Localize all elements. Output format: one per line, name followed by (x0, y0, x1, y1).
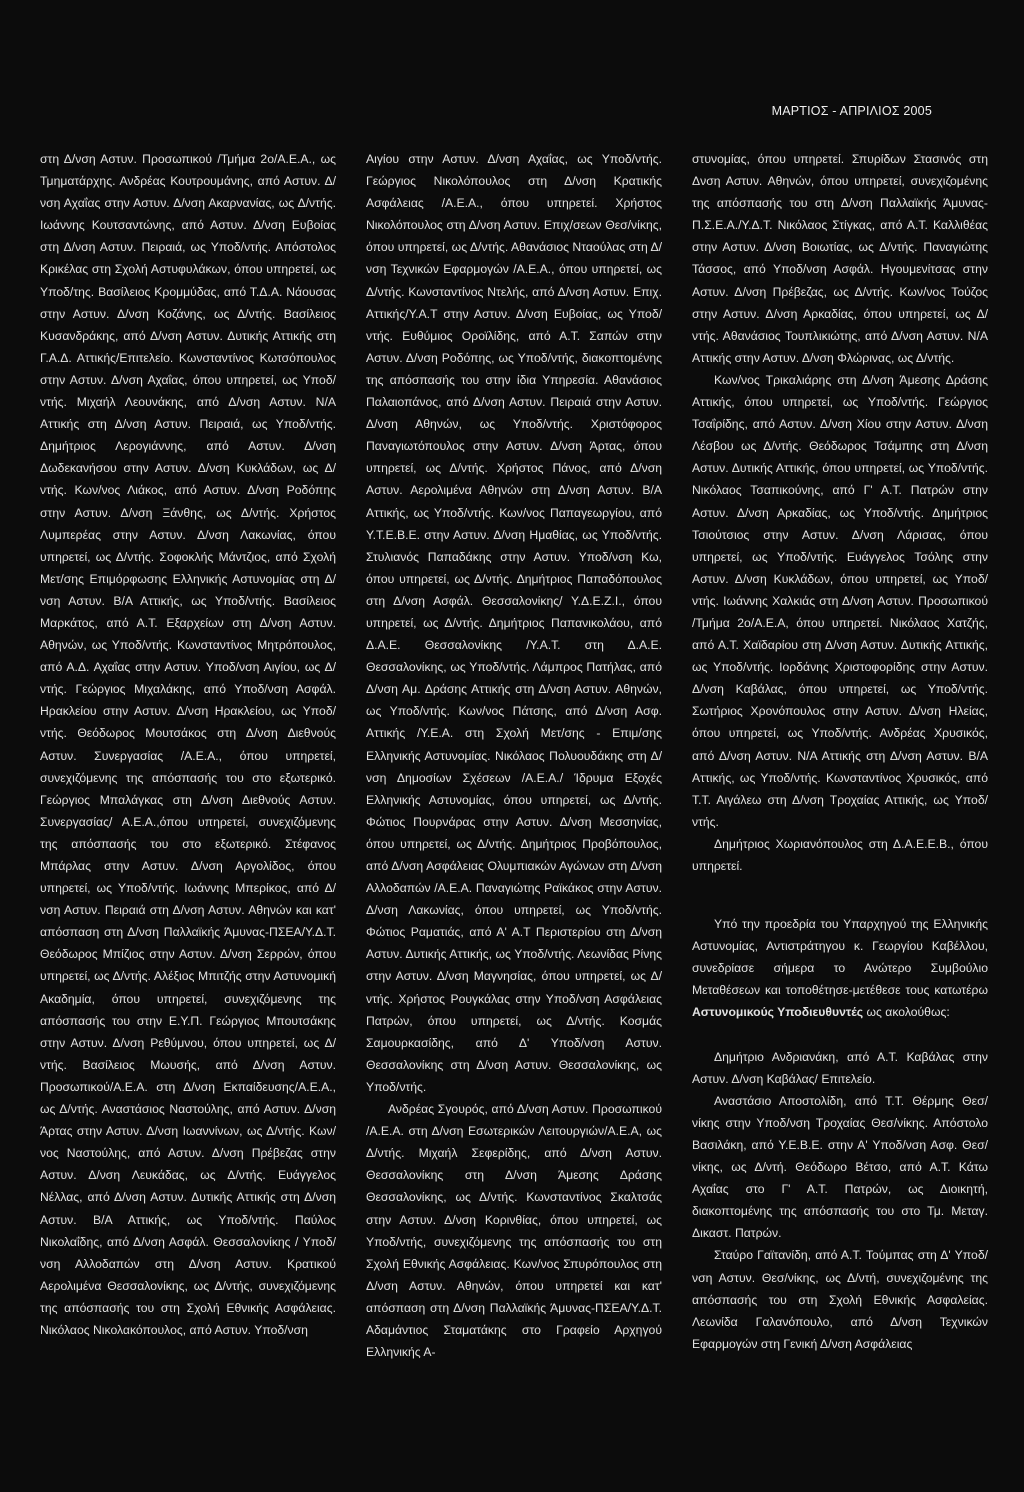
spacer (692, 877, 988, 913)
column-1 (40, 148, 336, 1363)
paragraph: Δημήτριος Χωριανόπουλος στη Δ.Α.Ε.Ε.Β., όπου υπηρετεί. (692, 836, 988, 873)
issue-header: ΜΑΡΤΙΟΣ - ΑΠΡΙΛΙΟΣ 2005 (771, 104, 932, 118)
spacer (692, 1024, 988, 1046)
paragraph: στη Δ/νση Αστυν. Προσωπικού /Τμήμα 2ο/Α.Ε.Α., ως Τμηματάρχης. Ανδρέας Κουτρουμάνης, από Αστυν. Δ/νση Αχαΐας στην Αστυν. Δ/νση Ακαρνανίας, ως Δ/ντής. Ιωάννης Κουτσαντώνης, από Αστυν. Δ/νση Ευβοίας στη Δ/νση Αστυν. Πειραιά, ως Υποδ/ντής. Απόστολος Κρικέλας στη Σχολή Αστυφυλάκων, όπου υπηρετεί, ως Υποδ/της. Βασίλειος Κρομμύδας, από Τ.Δ.Α. Νάουσας στην Αστυν. Δ/νση Κοζάνης, ως Δ/ντής. Βασίλειος Κυσανδράκης, από Δ/νση Αστυν. Δυτικής Αττικής στη Γ.Α.Δ. Αττικής/Επιτελείο. Κωνσταντίνος Κωτσόπουλος στην Αστυν. Δ/νση Αχαΐας, όπου υπηρετεί, ως Υποδ/ντής. Μιχαήλ Λεουνάκης, από Δ/νση Αστυν. Ν/Α Αττικής στη Δ/νση Αστυν. Πειραιά, ως Υποδ/ντής. Δημήτριος Λερογιάννης, από Αστυν. Δ/νση Δωδεκανήσου στην Αστυν. Δ/νση Κυκλάδων, ως Δ/ντής. Κων/νος Λιάκος, από Αστυν. Δ/νση Ροδόπης στην Αστυν. Δ/νση Ξάνθης, ως Δ/ντής. Χρήστος Λυμπερέας στην Αστυν. Δ/νση Λακωνίας, όπου υπηρετεί, ως Δ/ντής. Σοφοκλής Μάντζιος, από Σχολή Μετ/σης Επιμόρφωσης Ελληνικής Αστυνομίας στη Δ/νση Αστυν. Β/Α Αττικής, ως Υποδ/ντής. Βασίλειος Μαρκάτος, από Α.Τ. Εξαρχείων στη Δ/νση Αστυν. Αθηνών, ως Υποδ/ντής. Κωνσταντίνος Μητρόπουλος, από Α.Δ. Αχαΐας στην Αστυν. Υποδ/νση Αιγίου, ως Δ/ντής. Γεώργιος Μιχαλάκης, από Υποδ/νση Ασφάλ. Ηρακλείου στην Αστυν. Δ/νση Ηρακλείου, ως Υποδ/ντής. Θεόδωρος Μουτσάκος στη Δ/νση Διεθνούς Αστυν. Συνεργασίας /Α.Ε.Α., όπου υπηρετεί, συνεχιζόμενης της απόσπασής του στο εξωτερικό. Γεώργιος Μπαλάγκας στη Δ/νση Διεθνούς Αστυν. Συνεργασίας/ Α.Ε.Α.,όπου υπηρετεί, συνεχιζόμενης της απόσπασής του στο εξωτερικό. Στέφανος Μπάρλας στην Αστυν. Δ/νση Αργολίδος, όπου υπηρετεί, ως Υποδ/ντής. Ιωάννης Μπερίκος, από Δ/νση Αστυν. Πειραιά στη Δ/νση Αστυν. Αθηνών και κατ' απόσπαση στη Δ/νση Παλλαϊκής Άμυνας-ΠΣΕΑ/Υ.Δ.Τ. Θεόδωρος Μπίζιος στην Αστυν. Δ/νση Σερρών, όπου υπηρετεί, ως Δ/ντής. Αλέξιος Μπιτζής στην Αστυνομική Ακαδημία, όπου υπηρετεί, συνεχιζόμενης της απόσπασής του στην Ε.Υ.Π. Γεώργιος Μπουτσάκης στην Αστυν. Δ/νση Ρεθύμνου, όπου υπηρετεί, ως Δ/ντής. Βασίλειος Μωυσής, από Δ/νση Αστυν. Προσωπικού/Α.Ε.Α. στη Δ/νση Εκπαίδευσης/Α.Ε.Α., ως Δ/ντής. Αναστάσιος Ναστούλης, από Αστυν. Δ/νση Άρτας στην Αστυν. Δ/νση Ιωαννίνων, ως Δ/ντής. Κων/νος Ναστούλης, από Αστυν. Δ/νση Πρέβεζας στην Αστυν. Δ/νση Λευκάδας, ως Δ/ντής. Ευάγγελος Νέλλας, από Δ/νση Αστυν. Δυτικής Αττικής στη Δ/νση Αστυν. Β/Α Αττικής, ως Υποδ/ντής. Παύλος Νικολαΐδης, από Δ/νση Ασφάλ. Θεσσαλονίκης / Υποδ/νση Αλλοδαπών στη Δ/νση Αστυν. Κρατικού Αερολιμένα Θεσσαλονίκης, ως Δ/ντής, συνεχιζόμενης της απόσπασής του στη Σχολή Εθνικής Ασφάλειας. Νικόλαος Νικολακόπουλος, από Αστυν. Υποδ/νση (40, 152, 336, 1337)
paragraph: Σταύρο Γαϊτανίδη, από Α.Τ. Τούμπας στη Δ' Υποδ/νση Αστυν. Θεσ/νίκης, ως Δ/ντή, συνεχιζομένης της απόσπασής του στη Σχολή Εθνικής Ασφαλείας. Λεωνίδα Γαλανόπουλο, από Δ/νση Τεχνικών Εφαρμογών στη Γενική Δ/νση Ασφάλειας (692, 1248, 988, 1351)
rank-title: Αστυνομικούς Υποδιευθυντές (692, 1005, 864, 1020)
paragraph: Αναστάσιο Αποστολίδη, από Τ.Τ. Θέρμης Θεσ/νίκης στην Υποδ/νση Τροχαίας Θεσ/νίκης. Απόστολο Βασιλάκη, από Υ.Ε.Β.Ε. στην Α' Υποδ/νση Ασφ. Θεσ/νίκης, ως Δ/ντή. Θεόδωρο Βέτσο, από Α.Τ. Κάτω Αχαΐας στο Γ' Α.Τ. Πατρών, ως Διοικητή, διακοπτομένης της απόσπασής του στο Τμ. Μεταγ. Δικαστ. Πατρών. (692, 1093, 988, 1241)
column-3 (692, 148, 988, 1363)
announcement-paragraph (692, 913, 988, 1023)
announcement-text: Υπό την προεδρία του Υπαρχηγού της Ελληνικής Αστυνομίας, Αντιστράτηγου κ. Γεωργίου Καβέλλου, συνεδρίασε σήμερα το Ανώτερο Συμβούλιο Μεταθέσεων και τοποθέτησε-μετέθεσε τους κατωτέρω (692, 917, 988, 998)
paragraph: Ανδρέας Σγουρός, από Δ/νση Αστυν. Προσωπικού /Α.Ε.Α. στη Δ/νση Εσωτερικών Λειτουργιών/Α.Ε.Α, ως Δ/ντής. Μιχαήλ Σεφερίδης, από Δ/νση Αστυν. Θεσσαλονίκης στη Δ/νση Άμεσης Δράσης Θεσσαλονίκης, ως Δ/ντής. Κωνσταντίνος Σκαλτσάς στην Αστυν. Δ/νση Κορινθίας, όπου υπηρετεί, ως Υποδ/ντής, συνεχιζόμενης της απόσπασής του στη Σχολή Εθνικής Ασφάλειας. Κων/νος Σπυρόπουλος στη Δ/νση Αστυν. Αθηνών, όπου υπηρετεί και κατ' απόσπαση στη Δ/νση Παλλαϊκής Άμυνας-ΠΣΕΑ/Υ.Δ.Τ. Αδαμάντιος Σταματάκης στο Γραφείο Αρχηγού Ελληνικής Α- (366, 1102, 662, 1360)
paragraph: Αιγίου στην Αστυν. Δ/νση Αχαΐας, ως Υποδ/ντής. Γεώργιος Νικολόπουλος στη Δ/νση Κρατικής Ασφάλειας /Α.Ε.Α., όπου υπηρετεί. Χρήστος Νικολόπουλος στη Δ/νση Αστυν. Επιχ/σεων Θεσ/νίκης, όπου υπηρετεί, ως Δ/ντής. Αθανάσιος Νταούλας στη Δ/νση Τεχνικών Εφαρμογών /Α.Ε.Α., όπου υπηρετεί, ως Δ/ντής. Κωνσταντίνος Ντελής, από Δ/νση Αστυν. Επιχ. Αττικής/Υ.Α.Τ στην Αστυν. Δ/νση Ευβοίας, ως Υποδ/ντής. Ευθύμιος Οροϊλίδης, από Α.Τ. Σαπών στην Αστυν. Δ/νση Ροδόπης, ως Υποδ/ντής, διακοπτομένης της απόσπασής του στην ίδια Υπηρεσία. Αθανάσιος Παλαιοπάνος, από Δ/νση Αστυν. Πειραιά στην Αστυν. Δ/νση Αθηνών, ως Υποδ/ντής. Χριστόφορος Παναγιωτόπουλος στην Αστυν. Δ/νση Άρτας, όπου υπηρετεί, ως Δ/ντής. Χρήστος Πάνος, από Δ/νση Αστυν. Αερολιμένα Αθηνών στη Δ/νση Αστυν. Β/Α Αττικής, ως Υποδ/ντής. Κων/νος Παπαγεωργίου, από Υ.Τ.Ε.Β.Ε. στην Αστυν. Δ/νση Ημαθίας, ως Υποδ/ντής. Στυλιανός Παπαδάκης στην Αστυν. Υποδ/νση Κω, όπου υπηρετεί, ως Δ/ντής. Δημήτριος Παπαδόπουλος στη Δ/νση Ασφάλ. Θεσσαλονίκης/ Υ.Δ.Ε.Ζ.Ι., όπου υπηρετεί, ως Δ/ντής. Δημήτριος Παπανικολάου, από Δ.Α.Ε. Θεσσαλονίκης /Υ.Α.Τ. στη Δ.Α.Ε. Θεσσαλονίκης, ως Υποδ/ντής. Λάμπρος Πατήλας, από Δ/νση Αμ. Δράσης Αττικής στη Δ/νση Αστυν. Αθηνών, ως Υποδ/ντής. Κων/νος Πάτσης, από Δ/νση Ασφ. Αττικής /Υ.Ε.Α. στη Σχολή Μετ/σης - Επιμ/σης Ελληνικής Αστυνομίας. Νικόλαος Πολυουδάκης στη Δ/νση Δημοσίων Σχέσεων /Α.Ε.Α./ Ίδρυμα Εξοχές Ελληνικής Αστυνομίας, όπου υπηρετεί, ως Δ/ντής. Φώτιος Πουρνάρας στην Αστυν. Δ/νση Μεσσηνίας, όπου υπηρετεί, ως Δ/ντής. Δημήτριος Προβόπουλος, από Δ/νση Ασφάλειας Ολυμπιακών Αγώνων στη Δ/νση Αλλοδαπών /Α.Ε.Α. Παναγιώτης Ραϊκάκος στην Αστυν. Δ/νση Λακωνίας, όπου υπηρετεί, ως Υποδ/ντής. Φώτιος Ραματιάς, από Α' Α.Τ Περιστερίου στη Δ/νση Αστυν. Δυτικής Αττικής, ως Υποδ/ντής. Λεωνίδας Ρίνης στην Αστυν. Δ/νση Μαγνησίας, όπου υπηρετεί, ως Δ/ντής. Χρήστος Ρουγκάλας στην Υποδ/νση Ασφάλειας Πατρών, όπου υπηρετεί, ως Δ/ντής. Κοσμάς Σαμουρκασίδης, από Δ' Υποδ/νση Αστυν. Θεσσαλονίκης στη Δ/νση Αστυν. Θεσσαλονίκης, ως Υποδ/ντής. (366, 152, 662, 1094)
paragraph: Κων/νος Τρικαλιάρης στη Δ/νση Άμεσης Δράσης Αττικής, όπου υπηρετεί, ως Υποδ/ντής. Γεώργιος Τσαΐρίδης, από Αστυν. Δ/νση Χίου στην Αστυν. Δ/νση Λέσβου ως Δ/ντής. Θεόδωρος Τσάμπης στη Δ/νση Αστυν. Δυτικής Αττικής, όπου υπηρετεί, ως Υποδ/ντής. Νικόλαος Τσαπικούνης, από Γ' Α.Τ. Πατρών στην Αστυν. Δ/νση Αρκαδίας, ως Υποδ/ντής. Δημήτριος Τσιούτσιος στην Αστυν. Δ/νση Λάρισας, όπου υπηρετεί, ως Υποδ/ντής. Ευάγγελος Τσόλης στην Αστυν. Δ/νση Κυκλάδων, όπου υπηρετεί, ως Υποδ/ντής. Ιωάννης Χαλκιάς στη Δ/νση Αστυν. Προσωπικού /Τμήμα 2ο/Α.Ε.Α, όπου υπηρετεί. Νικόλαος Χατζής, από Α.Τ. Χαϊδαρίου στη Δ/νση Αστυν. Δυτικής Αττικής, ως Υποδ/ντής. Ιορδάνης Χριστοφορίδης στην Αστυν. Δ/νση Καβάλας, όπου υπηρετεί, ως Υποδ/ντής. Σωτήριος Χρονόπουλος στην Αστυν. Δ/νση Ηλείας, όπου υπηρετεί, ως Υποδ/ντής. Ανδρέας Χρυσικός, από Δ/νση Αστυν. Ν/Α Αττικής στη Δ/νση Αστυν. Β/Α Αττικής, ως Υποδ/ντής. Κωνσταντίνος Χρυσικός, από Τ.Τ. Αιγάλεω στη Δ/νση Τροχαίας Αττικής, ως Υποδ/ντής. (692, 372, 988, 829)
article-columns (40, 148, 990, 1363)
paragraph: στυνομίας, όπου υπηρετεί. Σπυρίδων Στασινός στη Δνση Αστυν. Αθηνών, όπου υπηρετεί, συνεχιζομένης της απόσπασής του στη Δ/νση Παλλαϊκής Άμυνας- Π.Σ.Ε.Α./Υ.Δ.Τ. Νικόλαος Στίγκας, από Α.Τ. Καλλιθέας στην Αστυν. Δ/νση Βοιωτίας, ως Δ/ντής. Παναγιώτης Τάσσος, από Υποδ/νση Ασφάλ. Ηγουμενίτσας στην Αστυν. Δ/νση Πρέβεζας, ως Δ/ντής. Κων/νος Τούζος στην Αστυν. Δ/νση Αρκαδίας, όπου υπηρετεί, ως Δ/ντής. Αθανάσιος Τουπλικιώτης, από Δ/νση Αστυν. Ν/Α Αττικής στην Αστυν. Δ/νση Φλώρινας, ως Δ/ντής. (692, 152, 988, 365)
announcement-text-end: ως ακολούθως: (863, 1005, 950, 1020)
paragraph: Δημήτριο Ανδριανάκη, από Α.Τ. Καβάλας στην Αστυν. Δ/νση Καβάλας/ Επιτελείο. (692, 1049, 988, 1086)
column-2 (366, 148, 662, 1363)
